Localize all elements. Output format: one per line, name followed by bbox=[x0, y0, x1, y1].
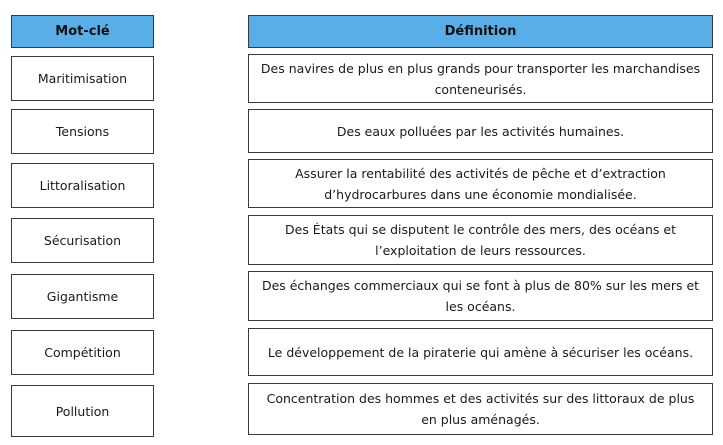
definition-card[interactable]: Des navires de plus en plus grands pour transporter les marchandises conteneurisés. bbox=[248, 54, 713, 103]
keyword-card[interactable]: Tensions bbox=[11, 109, 154, 154]
definition-card[interactable]: Des États qui se disputent le contrôle des mers, des océans et l’exploitation de leurs ressources. bbox=[248, 215, 713, 265]
keyword-card[interactable]: Littoralisation bbox=[11, 163, 154, 208]
keyword-card[interactable]: Sécurisation bbox=[11, 218, 154, 263]
definition-header: Définition bbox=[248, 15, 713, 48]
keyword-header: Mot-clé bbox=[11, 15, 154, 48]
definition-card[interactable]: Des eaux polluées par les activités humaines. bbox=[248, 109, 713, 153]
keyword-card[interactable]: Gigantisme bbox=[11, 274, 154, 319]
definition-card[interactable]: Concentration des hommes et des activités sur des littoraux de plus en plus aménagés. bbox=[248, 383, 713, 435]
keyword-card[interactable]: Compétition bbox=[11, 330, 154, 375]
keyword-card[interactable]: Maritimisation bbox=[11, 56, 154, 101]
definition-card[interactable]: Assurer la rentabilité des activités de pêche et d’extraction d’hydrocarbures dans une économie mondialisée. bbox=[248, 159, 713, 208]
definition-card[interactable]: Des échanges commerciaux qui se font à plus de 80% sur les mers et les océans. bbox=[248, 271, 713, 321]
keyword-card[interactable]: Pollution bbox=[11, 385, 154, 437]
definition-card[interactable]: Le développement de la piraterie qui amène à sécuriser les océans. bbox=[248, 328, 713, 376]
